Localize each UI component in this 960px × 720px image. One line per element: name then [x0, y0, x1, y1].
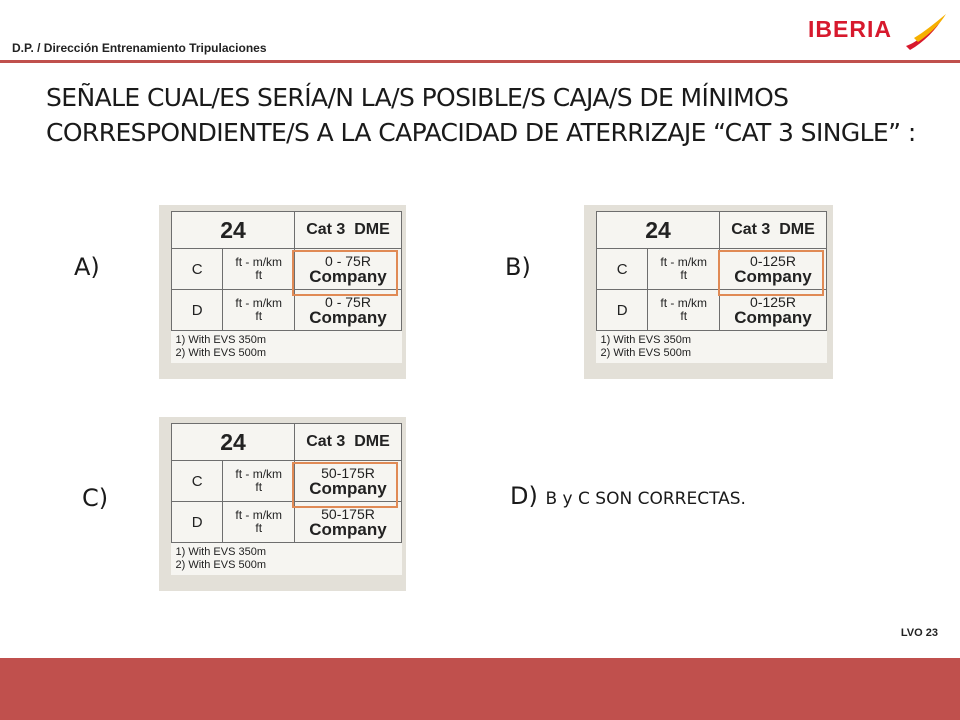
- company-text: Company: [734, 308, 812, 327]
- row-c-label: C: [597, 249, 648, 290]
- unit-cell: [223, 502, 295, 543]
- note-2: 2) With EVS 500m: [600, 347, 691, 359]
- runway-number: 24: [597, 212, 720, 249]
- question-text: SEÑALE CUAL/ES SERÍA/N LA/S POSIBLE/S CAJA/S DE MÍNIMOS CORRESPONDIENTE/S A LA CAPACIDAD DE ATERRIZAJE “CAT 3 SINGLE” :: [46, 83, 916, 147]
- row-d-label: D: [597, 290, 648, 331]
- company-text: Company: [734, 267, 812, 286]
- notes: [172, 331, 402, 364]
- option-a-label[interactable]: A): [74, 253, 100, 281]
- row-d-value: 0 - 75R: [325, 294, 371, 310]
- category-header: [295, 212, 402, 249]
- unit-line2: ft: [680, 309, 688, 323]
- unit-cell: [648, 290, 720, 331]
- footer-band: [0, 658, 960, 720]
- row-c-label: C: [172, 249, 223, 290]
- slide-code: LVO 23: [900, 627, 938, 639]
- highlight-box: [292, 462, 398, 508]
- notes: [172, 543, 402, 576]
- unit-line2: ft: [255, 268, 263, 282]
- option-b-label[interactable]: B): [505, 253, 531, 281]
- minima-card-a[interactable]: [159, 205, 406, 379]
- unit-cell: [223, 461, 295, 502]
- approach-text: DME: [779, 221, 815, 238]
- category-header: [295, 424, 402, 461]
- category-text: Cat 3: [306, 221, 346, 238]
- iberia-logo: [808, 12, 953, 52]
- category-header: [720, 212, 827, 249]
- category-text: Cat 3: [731, 221, 771, 238]
- minima-card-c[interactable]: [159, 417, 406, 591]
- option-c-label[interactable]: C): [82, 484, 109, 512]
- runway-number: 24: [172, 212, 295, 249]
- option-d[interactable]: [510, 482, 746, 510]
- note-1: 1) With EVS 350m: [175, 546, 266, 558]
- highlight-box: [292, 250, 398, 296]
- logo-swoosh-icon: [900, 12, 950, 52]
- unit-line2: ft: [680, 268, 688, 282]
- unit-line1: ft - m/km: [235, 255, 283, 269]
- unit-line2: ft: [255, 521, 263, 535]
- highlight-box: [718, 250, 824, 296]
- unit-line1: ft - m/km: [235, 508, 283, 522]
- row-c-value: 0 - 75R: [325, 253, 371, 269]
- company-text: Company: [309, 267, 387, 286]
- row-d-label: D: [172, 502, 223, 543]
- minima-card-b[interactable]: [584, 205, 833, 379]
- unit-cell: [223, 249, 295, 290]
- company-text: Company: [309, 308, 387, 327]
- row-d-label: D: [172, 290, 223, 331]
- notes: [597, 331, 827, 364]
- row-c-label: C: [172, 461, 223, 502]
- approach-text: DME: [354, 221, 390, 238]
- unit-line1: ft - m/km: [660, 296, 708, 310]
- logo-text: IBERIA: [808, 16, 892, 42]
- note-2: 2) With EVS 500m: [175, 347, 266, 359]
- unit-line1: ft - m/km: [235, 467, 283, 481]
- header-divider: [0, 60, 960, 63]
- note-1: 1) With EVS 350m: [175, 334, 266, 346]
- row-c-value: 50-175R: [321, 465, 375, 481]
- approach-text: DME: [354, 433, 390, 450]
- unit-line1: ft - m/km: [235, 296, 283, 310]
- unit-line2: ft: [255, 309, 263, 323]
- unit-line1: ft - m/km: [660, 255, 708, 269]
- company-text: Company: [309, 479, 387, 498]
- note-2: 2) With EVS 500m: [175, 559, 266, 571]
- row-d-value: 50-175R: [321, 506, 375, 522]
- company-text: Company: [309, 520, 387, 539]
- option-d-label: D): [510, 482, 538, 510]
- row-d-value: 0-125R: [750, 294, 796, 310]
- note-1: 1) With EVS 350m: [600, 334, 691, 346]
- runway-number: 24: [172, 424, 295, 461]
- unit-line2: ft: [255, 480, 263, 494]
- department-title: D.P. / Dirección Entrenamiento Tripulaciones: [12, 41, 267, 55]
- unit-cell: [648, 249, 720, 290]
- unit-cell: [223, 290, 295, 331]
- category-text: Cat 3: [306, 433, 346, 450]
- row-c-value: 0-125R: [750, 253, 796, 269]
- option-d-text: B y C SON CORRECTAS.: [545, 489, 746, 509]
